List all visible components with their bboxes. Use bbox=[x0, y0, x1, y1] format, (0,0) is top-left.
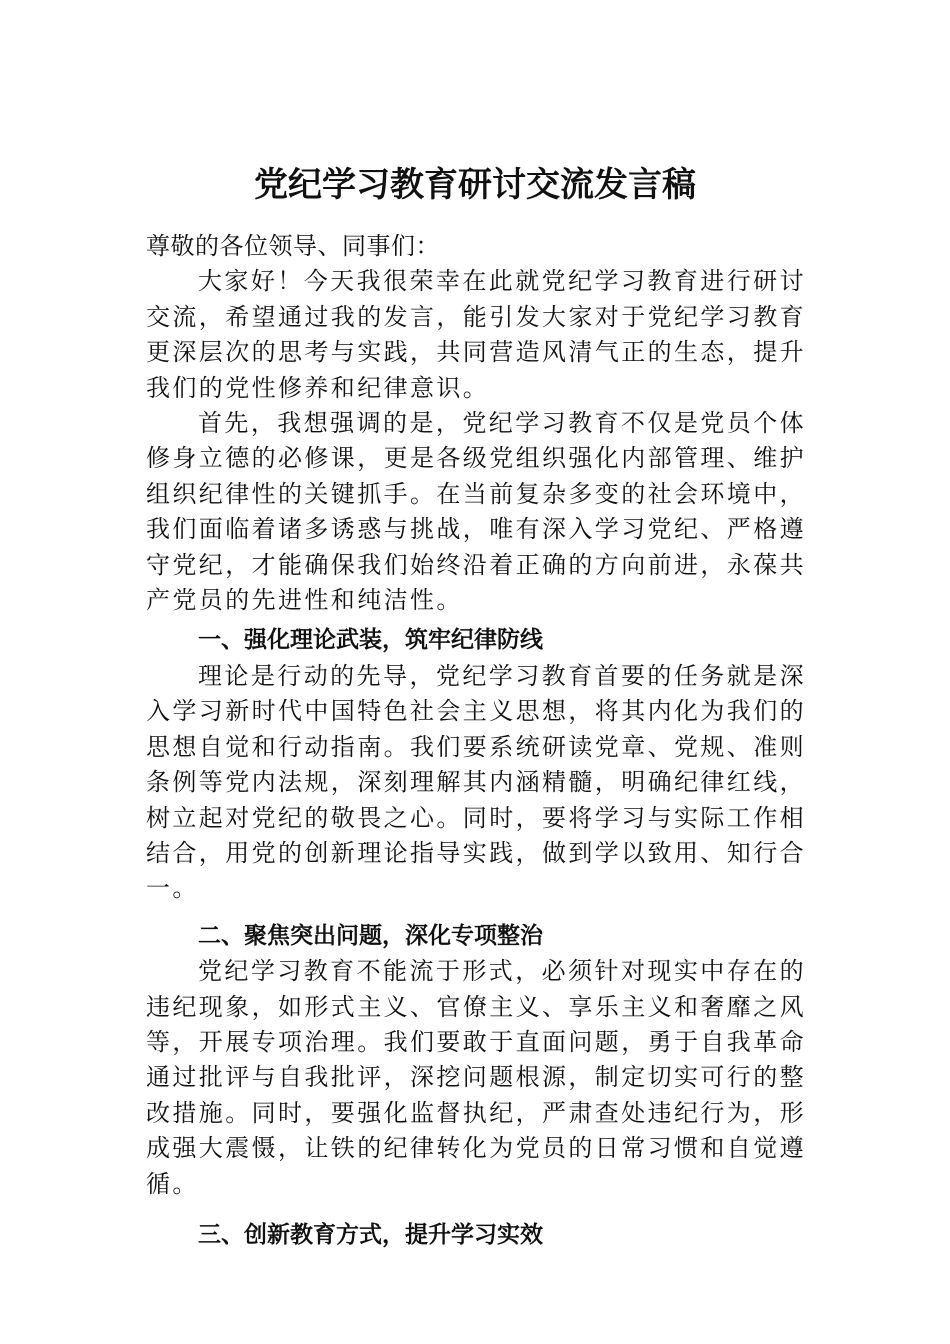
intro-paragraph: 大家好！今天我很荣幸在此就党纪学习教育进行研讨交流，希望通过我的发言，能引发大家对于党纪学习教育更深层次的思考与实践，共同营造风清气正的生态，提升我们的党性修养和纪律意识。 bbox=[146, 267, 806, 402]
first-paragraph: 首先，我想强调的是，党纪学习教育不仅是党员个体修身立德的必修课，更是各级党组织强化内部管理、维护组织纪律性的关键抓手。在当前复杂多变的社会环境中，我们面临着诸多诱惑与挑战，唯有深入学习党纪、严格遵守党纪，才能确保我们始终沿着正确的方向前进，永葆共产党员的先进性和纯洁性。 bbox=[146, 409, 806, 615]
document-body bbox=[146, 229, 806, 1253]
section-paragraph-2: 党纪学习教育不能流于形式，必须针对现实中存在的违纪现象，如形式主义、官僚主义、享乐主义和奢靡之风等，开展专项治理。我们要敢于直面问题，勇于自我革命通过批评与自我批评，深挖问题根源，制定切实可行的整改措施。同时，要强化监督执纪，严肃查处违纪行为，形成强大震慑，让铁的纪律转化为党员的日常习惯和自觉遵循。 bbox=[146, 957, 806, 1198]
salutation: 尊敬的各位领导、同事们： bbox=[146, 232, 440, 260]
section-heading-1: 一、强化理论武装，筑牢纪律防线 bbox=[198, 627, 543, 654]
section-paragraph-1: 理论是行动的先导，党纪学习教育首要的任务就是深入学习新时代中国特色社会主义思想，将其内化为我们的思想自觉和行动指南。我们要系统研读党章、党规、准则条例等党内法规，深刻理解其内涵精髓，明确纪律红线，树立起对党纪的敬畏之心。同时，要将学习与实际工作相结合，用党的创新理论指导实践，做到学以致用、知行合一。 bbox=[146, 661, 806, 903]
section-heading-2: 二、聚焦突出问题，深化专项整治 bbox=[198, 922, 543, 949]
section-heading-3: 三、创新教育方式，提升学习实效 bbox=[198, 1221, 543, 1248]
document-title: 党纪学习教育研讨交流发言稿 bbox=[254, 165, 696, 205]
